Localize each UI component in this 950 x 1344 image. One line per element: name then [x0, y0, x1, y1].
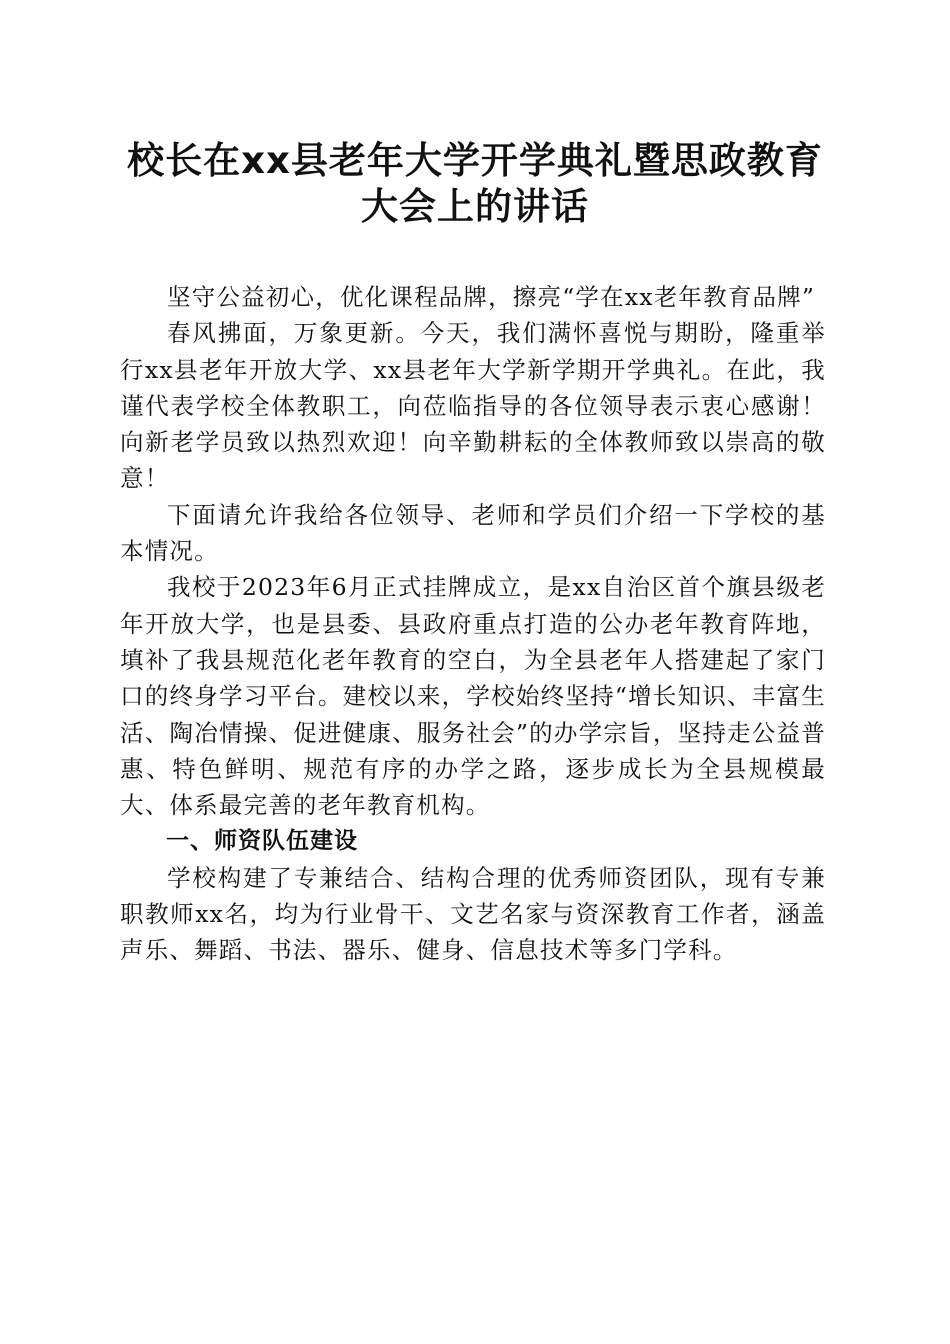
- document-body: [120, 279, 826, 969]
- paragraph-faculty: 学校构建了专兼结合、结构合理的优秀师资团队，现有专兼职教师xx名，均为行业骨干、文艺名家与资深教育工作者，涵盖声乐、舞蹈、书法、器乐、健身、信息技术等多门学科。: [120, 863, 826, 965]
- paragraph-school-overview: 我校于2023年6月正式挂牌成立，是xx自治区首个旗县级老年开放大学，也是县委、县政府重点打造的公办老年教育阵地，填补了我县规范化老年教育的空白，为全县老年人搭建起了家门口的终身学习平台。建校以来，学校始终坚持“增长知识、丰富生活、陶冶情操、促进健康、服务社会”的办学宗旨，坚持走公益普惠、特色鲜明、规范有序的办学之路，逐步成长为全县规模最大、体系最完善的老年教育机构。: [120, 573, 826, 820]
- paragraph-introduction: 下面请允许我给各位领导、老师和学员们介绍一下学校的基本情况。: [120, 500, 826, 566]
- paragraph-theme: 坚守公益初心，优化课程品牌，擦亮“学在xx老年教育品牌”: [167, 283, 816, 311]
- document-title: 校长在xx县老年大学开学典礼暨思政教育大会上的讲话: [127, 139, 823, 228]
- paragraph-greeting: 春风拂面，万象更新。今天，我们满怀喜悦与期盼，隆重举行xx县老年开放大学、xx县老年大学新学期开学典礼。在此，我谨代表学校全体教职工，向莅临指导的各位领导表示衷心感谢！向新老学员致以热烈欢迎！向辛勤耕耘的全体教师致以崇高的敬意！: [120, 319, 826, 493]
- section-heading-faculty: 一、师资队伍建设: [166, 828, 358, 855]
